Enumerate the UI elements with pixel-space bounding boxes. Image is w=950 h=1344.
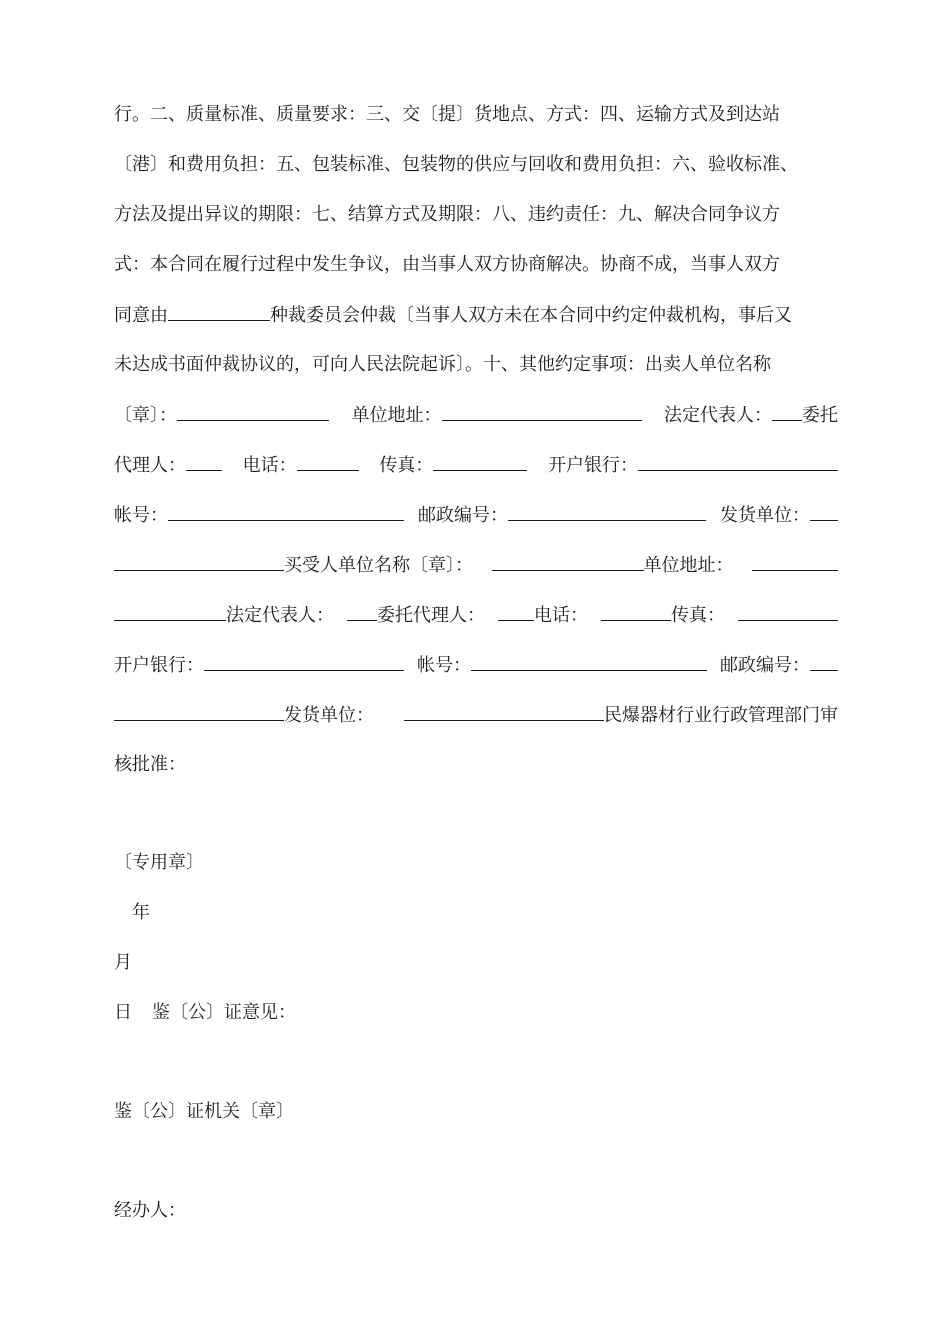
arbitration-prefix: 同意由 [114,305,168,326]
contract-line-1: 行。二、质量标准、质量要求：三、交〔提〕货地点、方式：四、运输方式及到达站 [114,104,780,125]
buyer-agent-label: 委托代理人： [377,605,485,626]
arbitration-text: 种裁委员会仲裁〔当事人双方未在本合同中约定仲裁机构，事后又 [270,305,792,326]
buyer-phone-label: 电话： [534,605,588,626]
contract-line-3: 方法及提出异议的期限：七、结算方式及期限：八、违约责任：九、解决合同争议方 [114,204,780,225]
notary-opinion-label: 鉴〔公〕证意见： [152,1002,296,1023]
seller-line-3 [114,503,838,528]
seller-name-blank[interactable] [177,403,329,421]
buyer-shipper-label: 发货单位： [284,705,374,726]
buyer-line-3 [114,653,838,678]
seller-agent-blank[interactable] [186,453,222,471]
handler-label: 经办人： [114,1200,186,1221]
date-day-label: 日 [114,1002,132,1023]
buyer-postcode-label: 邮政编号： [720,655,810,676]
seller-shipper-label: 发货单位： [720,505,810,526]
special-seal-label: 〔专用章〕 [114,852,204,873]
seller-account-blank[interactable] [168,503,404,521]
buyer-address-blank[interactable] [752,553,838,571]
seller-address-label: 单位地址： [351,405,442,426]
buyer-fax-label: 传真： [671,605,725,626]
date-month-label: 月 [114,952,132,973]
seller-postcode-blank[interactable] [508,503,706,521]
seller-address-blank[interactable] [442,403,642,421]
buyer-bank-label: 开户银行： [114,655,204,676]
buyer-postcode-blank[interactable] [810,653,838,671]
buyer-line-4 [114,703,838,728]
buyer-postcode-blank-cont[interactable] [114,703,284,721]
seller-bank-blank[interactable] [638,453,838,471]
buyer-address-blank-cont[interactable] [114,603,226,621]
seller-seal-label: 〔章〕： [114,405,177,426]
buyer-legal-rep-blank[interactable] [347,603,377,621]
seller-account-label: 帐号： [114,505,168,526]
approval-dept-label: 民爆器材行业行政管理部门审 [604,705,838,726]
date-year-label: 年 [132,902,150,923]
date-day-notary-line [114,1001,838,1025]
approval-line: 核批准： [114,754,186,775]
seller-legal-rep-label: 法定代表人： [664,405,772,426]
notary-office-label: 鉴〔公〕证机关〔章〕 [114,1101,294,1122]
buyer-legal-rep-label: 法定代表人： [226,605,334,626]
contract-line-6: 未达成书面仲裁协议的，可向人民法院起诉〕。十、其他约定事项：出卖人单位名称 [114,354,771,375]
buyer-shipper-blank[interactable] [404,703,604,721]
seller-fax-blank[interactable] [433,453,527,471]
seller-phone-blank[interactable] [297,453,359,471]
buyer-name-blank[interactable] [492,553,644,571]
buyer-phone-blank[interactable] [601,603,671,621]
contract-line-2: 〔港〕和费用负担：五、包装标准、包装物的供应与回收和费用负担：六、验收标准、 [114,154,798,175]
contract-line-4: 式：本合同在履行过程中发生争议，由当事人双方协商解决。协商不成，当事人双方 [114,254,780,275]
arbitration-committee-blank[interactable] [168,303,270,321]
buyer-bank-blank[interactable] [204,653,404,671]
seller-fax-label: 传真： [379,455,434,476]
contract-line-5 [114,303,838,328]
buyer-line-1 [114,553,838,578]
buyer-agent-blank[interactable] [498,603,534,621]
seller-line-1 [114,403,838,428]
buyer-line-2 [114,603,838,628]
seller-phone-label: 电话： [242,455,297,476]
seller-shipper-blank-cont[interactable] [114,553,284,571]
seller-legal-rep-blank[interactable] [772,403,802,421]
buyer-fax-blank[interactable] [738,603,838,621]
buyer-account-blank[interactable] [471,653,707,671]
seller-agent-label: 代理人： [114,455,186,476]
seller-agent-prefix: 委托 [802,405,838,426]
seller-postcode-label: 邮政编号： [418,505,508,526]
buyer-name-label: 买受人单位名称〔章〕： [284,555,473,576]
seller-shipper-blank[interactable] [810,503,838,521]
seller-bank-label: 开户银行： [547,455,638,476]
seller-line-2 [114,453,838,478]
buyer-account-label: 帐号： [417,655,471,676]
buyer-address-label: 单位地址： [643,555,734,576]
